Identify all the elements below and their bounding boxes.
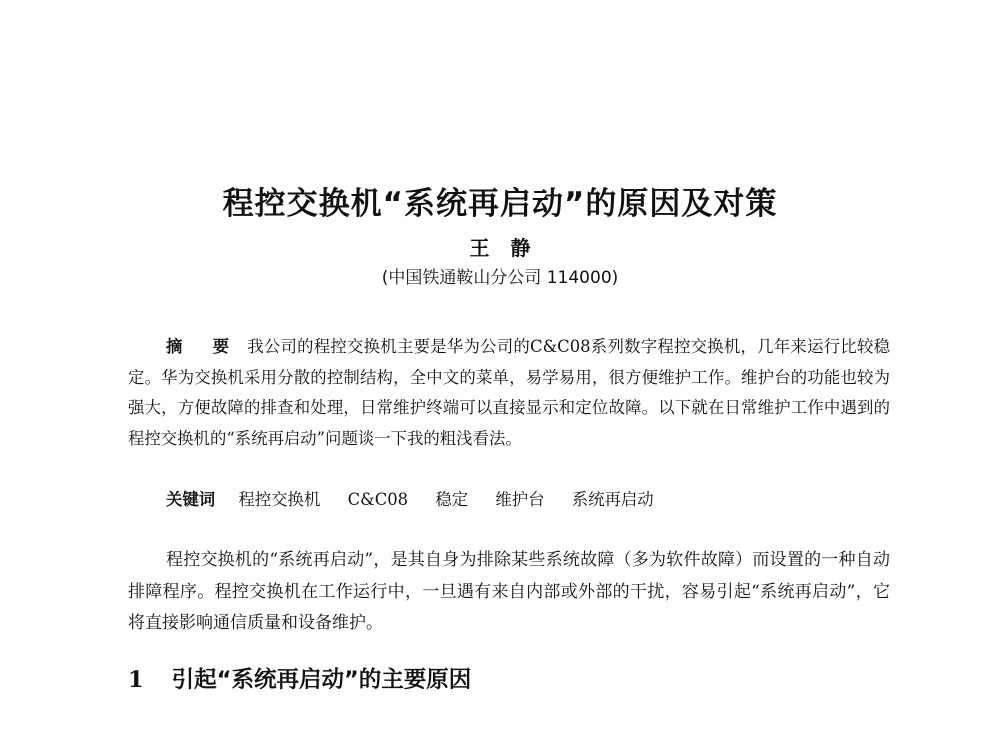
keywords (166, 485, 676, 515)
abstract-label: 摘 要 (166, 337, 242, 356)
section-number: 1 (128, 667, 144, 693)
paper-title: 程控交换机“系统再启动”的原因及对策 (222, 186, 778, 222)
keyword: 系统再启动 (571, 490, 654, 509)
keyword: 程控交换机 (238, 490, 321, 509)
keywords-label: 关键词 (166, 490, 216, 509)
keyword: 维护台 (495, 490, 545, 509)
section-title: 引起“系统再启动”的主要原因 (171, 667, 472, 693)
author-affiliation: (中国铁通鞍山分公司 114000) (381, 268, 619, 288)
keyword: C&C08 (347, 490, 409, 509)
author-name: 王 静 (469, 236, 531, 260)
body-paragraph: 程控交换机的“系统再启动”，是其自身为排除某些系统故障（多为软件故障）而设置的一种自动排障程序。程控交换机在工作运行中，一旦遇有来自内部或外部的干扰，容易引起“系统再启动”，它将直接影响通信质量和设备维护。 (128, 550, 890, 633)
abstract (128, 332, 890, 454)
abstract-text: 我公司的程控交换机主要是华为公司的C&C08系列数字程控交换机，几年来运行比较稳定。华为交换机采用分散的控制结构，全中文的菜单，易学易用，很方便维护工作。维护台的功能也较为强大，方便故障的排查和处理，日常维护终端可以直接显示和定位故障。以下就在日常维护工作中遇到的程控交换机的“系统再启动”问题谈一下我的粗浅看法。 (128, 337, 890, 448)
section-heading (128, 663, 471, 697)
keyword: 稳定 (435, 490, 469, 509)
